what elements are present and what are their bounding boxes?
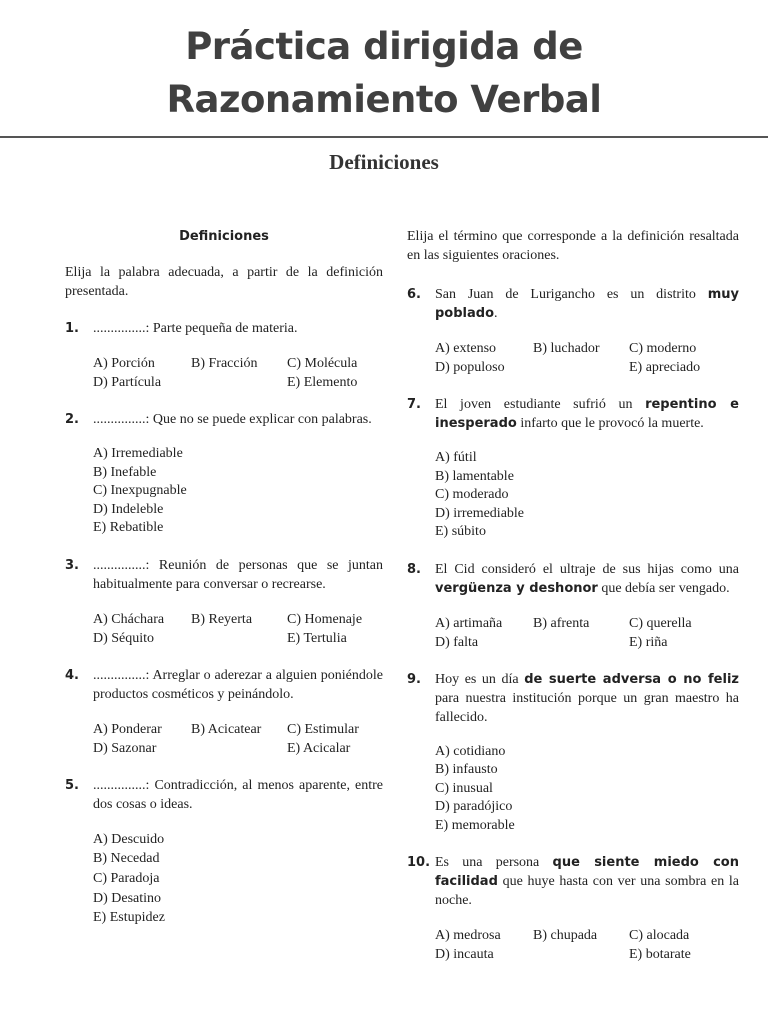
option-e[interactable]: E) Elemento xyxy=(287,375,358,390)
question-text: ...............: Parte pequeña de materia. xyxy=(93,321,298,336)
option-e[interactable]: E) Rebatible xyxy=(93,520,164,535)
question-text: El Cid consideró el ultraje de sus hijas como una vergüenza y deshonor que debía ser vengado. xyxy=(435,561,739,596)
question-9-options xyxy=(435,743,739,836)
question-number: 8. xyxy=(407,561,421,577)
question-6-options xyxy=(435,339,739,377)
option-a[interactable]: A) fútil xyxy=(435,450,477,465)
option-a[interactable]: A) Irremediable xyxy=(93,446,183,461)
question-7-options xyxy=(435,449,739,542)
question-2-options xyxy=(93,445,383,538)
question-10-options xyxy=(435,926,739,964)
option-a[interactable]: A) Descuido xyxy=(93,831,165,847)
option-b[interactable]: B) Reyerta xyxy=(191,611,253,627)
option-a[interactable]: A) medrosa xyxy=(435,928,501,943)
header-divider xyxy=(0,136,768,138)
option-c[interactable]: C) querella xyxy=(629,615,692,631)
question-5-options xyxy=(93,830,383,929)
question-3-options xyxy=(93,610,383,648)
question-number: 10. xyxy=(407,855,431,870)
question-number: 4. xyxy=(65,667,79,683)
option-c[interactable]: C) alocada xyxy=(629,928,690,943)
question-text: Es una persona que siente miedo con facilidad que huye hasta con ver una sombra en la noche. xyxy=(435,855,739,908)
option-b[interactable]: B) luchador xyxy=(533,341,600,356)
question-text: Hoy es un día de suerte adversa o no feliz para nuestra institución porque un gran maestro ha fallecido. xyxy=(435,671,739,725)
option-a[interactable]: A) extenso xyxy=(435,341,497,356)
option-a[interactable]: A) Ponderar xyxy=(93,721,162,737)
question-text: San Juan de Lurigancho es un distrito muy poblado. xyxy=(435,287,739,321)
question-4-options xyxy=(93,720,383,758)
option-a[interactable]: A) Cháchara xyxy=(93,611,165,627)
page-title-line-1: Práctica dirigida de xyxy=(185,25,583,68)
option-b[interactable]: B) Acicatear xyxy=(191,721,262,737)
option-d[interactable]: D) populoso xyxy=(435,360,505,375)
option-b[interactable]: B) infausto xyxy=(435,762,498,777)
question-10 xyxy=(407,853,739,910)
option-c[interactable]: C) Paradoja xyxy=(93,870,160,886)
option-c[interactable]: C) Molécula xyxy=(287,356,358,371)
question-text: El joven estudiante sufrió un repentino e inesperado infarto que le provocó la muerte. xyxy=(435,397,740,431)
right-instructions: Elija el término que corresponde a la definición resaltada en las siguientes oraciones. xyxy=(407,229,739,263)
section-subtitle: Definiciones xyxy=(329,150,439,174)
highlighted-definition: repentino e inesperado xyxy=(435,397,740,431)
option-d[interactable]: D) falta xyxy=(435,634,479,650)
option-b[interactable]: B) Inefable xyxy=(93,464,157,480)
column-heading: Definiciones xyxy=(179,229,269,244)
question-text: ...............: Reunión de personas que se juntan habitualmente para conversar o recrearse. xyxy=(93,557,383,592)
option-d[interactable]: D) incauta xyxy=(435,947,494,962)
question-number: 9. xyxy=(407,671,421,687)
option-a[interactable]: A) artimaña xyxy=(435,615,503,631)
question-6 xyxy=(407,285,739,323)
option-e[interactable]: E) memorable xyxy=(435,817,515,833)
question-text: ...............: Arreglar o aderezar a alguien poniéndole productos cosméticos y peinándolo. xyxy=(93,667,383,702)
question-8 xyxy=(407,560,739,598)
highlighted-definition: muy poblado xyxy=(435,287,739,321)
question-4 xyxy=(65,666,383,704)
option-c[interactable]: C) Homenaje xyxy=(287,611,363,627)
question-5 xyxy=(65,776,383,814)
option-d[interactable]: D) paradójico xyxy=(435,799,513,814)
question-8-options xyxy=(435,614,739,652)
option-b[interactable]: B) afrenta xyxy=(533,615,590,631)
question-number: 2. xyxy=(65,412,79,427)
question-number: 5. xyxy=(65,777,79,793)
option-e[interactable]: E) Acicalar xyxy=(287,740,351,756)
option-b[interactable]: B) Necedad xyxy=(93,851,160,867)
question-9 xyxy=(407,670,739,727)
question-1-options xyxy=(93,354,383,392)
option-e[interactable]: E) Tertulia xyxy=(287,630,347,646)
option-c[interactable]: C) Inexpugnable xyxy=(93,483,187,498)
option-d[interactable]: D) Desatino xyxy=(93,890,162,906)
option-b[interactable]: B) lamentable xyxy=(435,468,514,484)
option-a[interactable]: A) Porción xyxy=(93,356,155,371)
question-7 xyxy=(407,395,739,433)
option-d[interactable]: D) Séquito xyxy=(93,630,155,646)
question-2 xyxy=(65,410,383,429)
question-number: 7. xyxy=(407,397,421,412)
left-column xyxy=(65,227,383,946)
option-c[interactable]: C) inusual xyxy=(435,780,493,796)
option-e[interactable]: E) apreciado xyxy=(629,360,701,375)
option-e[interactable]: E) súbito xyxy=(435,524,486,539)
highlighted-definition: que siente miedo con facilidad xyxy=(435,855,739,889)
right-column xyxy=(407,227,739,982)
question-3 xyxy=(65,556,383,594)
option-b[interactable]: B) Fracción xyxy=(191,356,258,371)
option-e[interactable]: E) riña xyxy=(629,634,668,650)
question-1 xyxy=(65,319,383,338)
option-e[interactable]: E) Estupidez xyxy=(93,910,165,926)
option-d[interactable]: D) irremediable xyxy=(435,505,525,521)
option-c[interactable]: C) moderado xyxy=(435,487,509,502)
option-e[interactable]: E) botarate xyxy=(629,947,691,962)
option-d[interactable]: D) Sazonar xyxy=(93,740,157,756)
highlighted-definition: de suerte adversa o no feliz xyxy=(524,671,739,687)
option-d[interactable]: D) Partícula xyxy=(93,375,162,390)
question-number: 3. xyxy=(65,557,79,573)
option-b[interactable]: B) chupada xyxy=(533,928,598,943)
option-c[interactable]: C) Estimular xyxy=(287,721,359,737)
option-a[interactable]: A) cotidiano xyxy=(435,743,506,759)
question-number: 6. xyxy=(407,287,421,302)
question-text: ...............: Contradicción, al menos aparente, entre dos cosas o ideas. xyxy=(93,777,383,812)
question-number: 1. xyxy=(65,321,79,336)
left-instructions: Elija la palabra adecuada, a partir de la definición presentada. xyxy=(65,265,383,299)
highlighted-definition: vergüenza y deshonor xyxy=(435,580,598,596)
option-d[interactable]: D) Indeleble xyxy=(93,501,164,517)
page-title-line-2: Razonamiento Verbal xyxy=(166,78,602,121)
option-c[interactable]: C) moderno xyxy=(629,341,697,356)
question-text: ...............: Que no se puede explicar con palabras. xyxy=(93,412,372,427)
